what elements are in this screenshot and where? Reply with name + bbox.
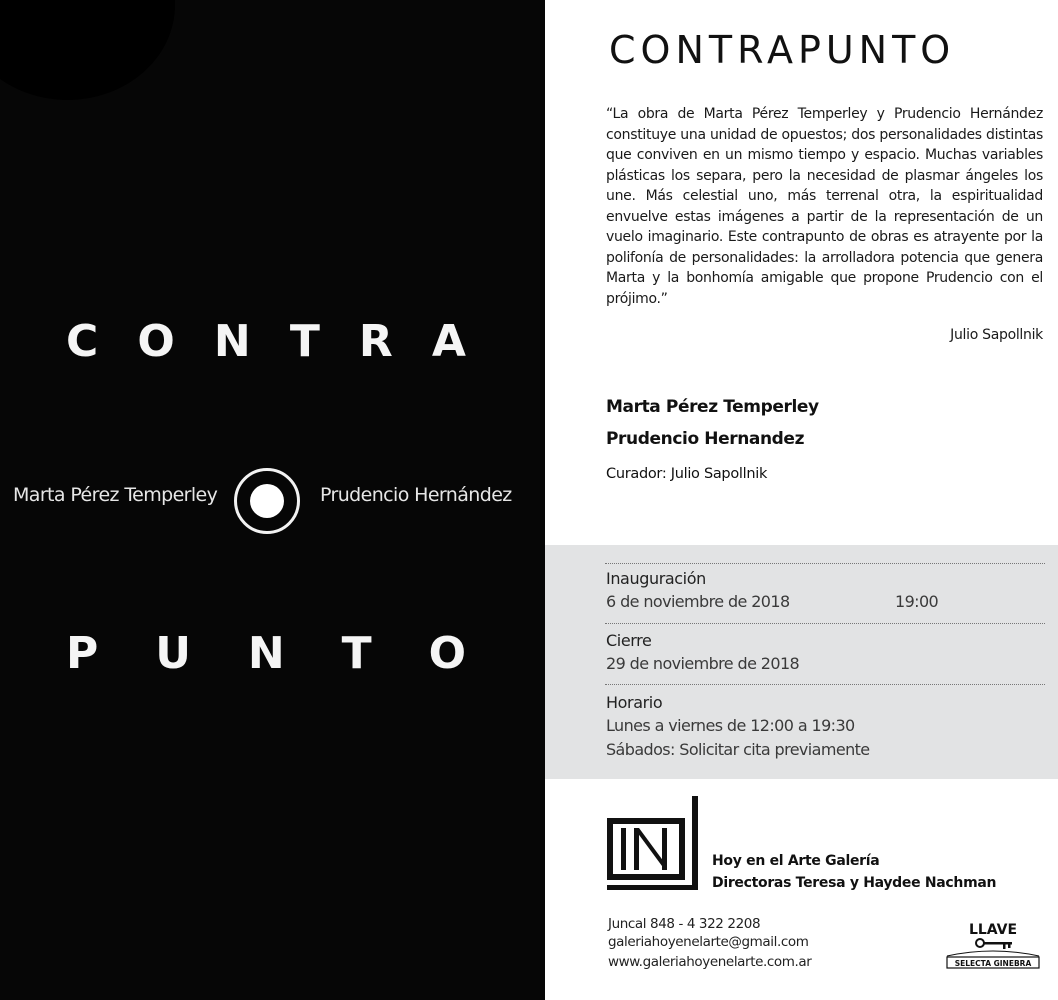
opening-date: 6 de noviembre de 2018 [606,592,790,611]
gallery-address: Juncal 848 - 4 322 2208 [608,916,761,932]
opening-time: 19:00 [895,592,939,611]
hours-saturday: Sábados: Solicitar cita previamente [606,740,870,759]
quote-author: Julio Sapollnik [950,327,1043,343]
gallery-website[interactable]: www.galeriahoyenelarte.com.ar [608,954,812,970]
letter: A [431,316,466,367]
sponsor-top-text: LLAVE [968,922,1018,938]
curator-line: Curador: Julio Sapollnik [606,466,768,482]
divider [605,623,1045,624]
cover-word-punto [66,628,466,679]
cover-artist-right: Prudencio Hernández [320,484,512,506]
exhibition-title: CONTRAPUNTO [609,28,956,72]
gallery-email[interactable]: galeriahoyenelarte@gmail.com [608,934,809,950]
corner-shape [0,0,175,100]
hours-weekdays: Lunes a viernes de 12:00 a 19:30 [606,716,855,735]
gallery-directors: Directoras Teresa y Haydee Nachman [712,875,997,891]
closing-label: Cierre [606,631,652,650]
letter: N [213,316,251,367]
letter: C [66,316,99,367]
letter: T [289,316,320,367]
gallery-name: Hoy en el Arte Galería [712,853,880,869]
artist-name: Prudencio Hernandez [606,429,805,449]
gallery-logo-icon [607,796,707,892]
schedule-box [545,545,1058,779]
letter: O [137,316,175,367]
cover-artist-left: Marta Pérez Temperley [13,484,218,506]
letter: T [341,628,372,679]
divider [605,684,1045,685]
info-panel [545,0,1058,1000]
circle-dot-icon [250,484,284,518]
sponsor-bottom-text: SELECTA GINEBRA [954,959,1032,968]
divider [605,563,1045,564]
letter: R [358,316,393,367]
curator-quote: “La obra de Marta Pérez Temperley y Prudencio Hernández constituye una unidad de opuestos; dos personalidades distintas que conviven en un mismo tiempo y espacio. Muchas variables plásticas los separa, pero la necesidad de plasmar ángeles los une. Más celestial uno, más terrenal otra, la espiritualidad envuelve estas imágenes a partir de la representación de un vuelo imaginario. Este contrapunto de obras es atrayente por la polifonía de personalidades: la arrolladora potencia que genera Marta y la bonhomía amigable que propone Prudencio con el prójimo.” [606,106,1043,307]
closing-date: 29 de noviembre de 2018 [606,654,800,673]
cover-word-contra [66,316,466,367]
letter: N [247,628,285,679]
opening-label: Inauguración [606,569,706,588]
hours-label: Horario [606,693,663,712]
letter: P [66,628,99,679]
artist-name: Marta Pérez Temperley [606,397,819,417]
letter: U [155,628,191,679]
sponsor-logo-icon [943,918,1043,976]
letter: O [428,628,466,679]
